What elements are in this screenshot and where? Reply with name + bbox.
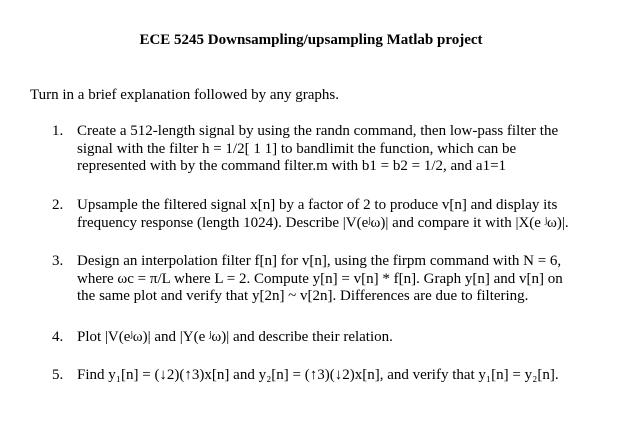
list-item-line: Design an interpolation filter f[n] for v[n], using the firpm command with N = 6, — [77, 253, 562, 269]
list-item-text — [77, 253, 607, 306]
list-item-number: 1. — [52, 123, 64, 139]
list-item-number: 2. — [52, 197, 64, 213]
list-item-text — [77, 367, 607, 385]
list-item-text — [77, 197, 607, 232]
document-title: ECE 5245 Downsampling/upsampling Matlab project — [139, 32, 483, 48]
list-item-text — [77, 123, 607, 176]
list-item-line: where ωc = π/L where L = 2. Compute y[n] = v[n] * f[n]. Graph y[n] and v[n] on — [77, 270, 563, 287]
list-item-number: 4. — [52, 329, 64, 345]
list-item-line: frequency response (length 1024). Describe |V(eʲω)| and compare it with |X(e ʲω)|. — [77, 214, 569, 231]
list-item-line: Find y₁[n] = (↓2)(↑3)x[n] and y₂[n] = (↑3)(↓2)x[n], and verify that y₁[n] = y₂[n]. — [77, 367, 559, 383]
list-item-line: Upsample the filtered signal x[n] by a factor of 2 to produce v[n] and display its — [77, 197, 558, 213]
list-item-text — [77, 329, 607, 347]
list-item-line: Create a 512-length signal by using the randn command, then low-pass filter the — [77, 123, 559, 139]
list-item-number: 3. — [52, 253, 64, 269]
intro-text: Turn in a brief explanation followed by any graphs. — [30, 87, 339, 103]
list-item-line: Plot |V(eʲω)| and |Y(e ʲω)| and describe their relation. — [77, 329, 393, 345]
list-item-number: 5. — [52, 367, 64, 383]
list-item-line: signal with the filter h = 1/2[ 1 1] to bandlimit the function, which can be — [77, 140, 517, 157]
list-item-line: the same plot and verify that y[2n] ~ v[2n]. Differences are due to filtering. — [77, 288, 529, 304]
list-item-line: represented with by the command filter.m with b1 = b2 = 1/2, and a1=1 — [77, 158, 507, 174]
